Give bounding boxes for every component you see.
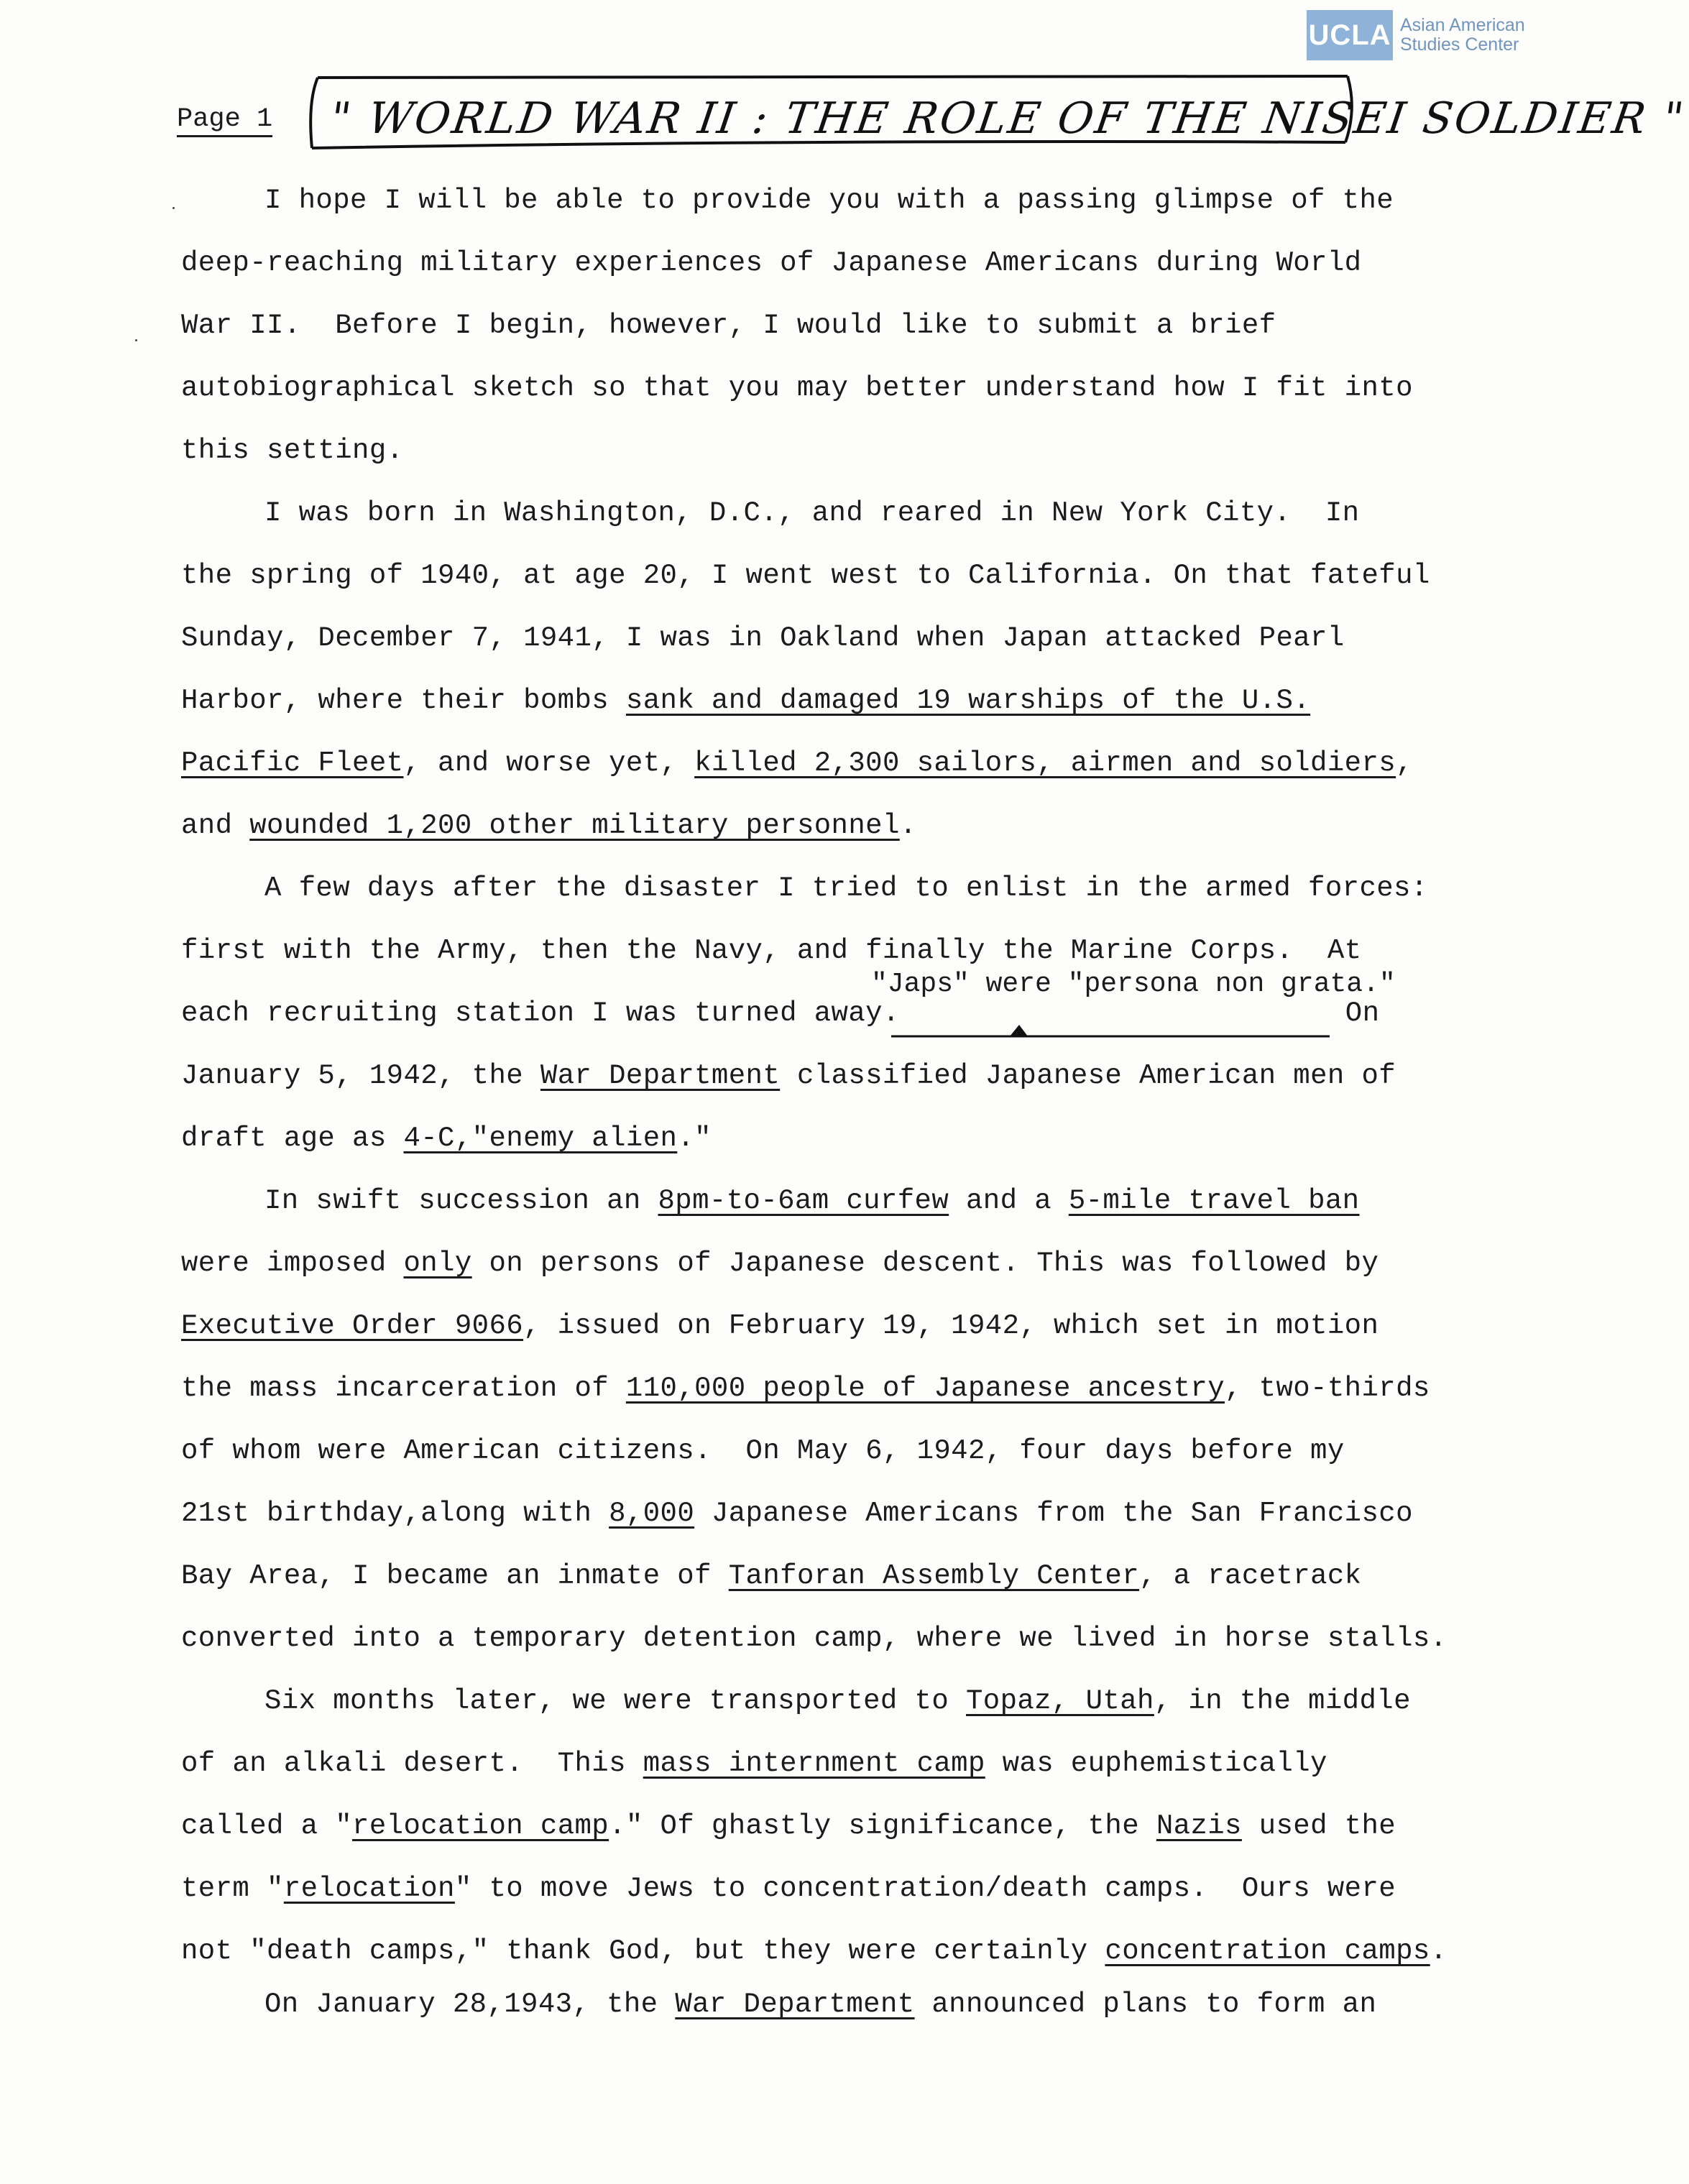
underlined-text: 8,000 xyxy=(609,1498,695,1529)
title-text: " WORLD WAR II : THE ROLE OF THE NISEI SOLDIER " xyxy=(327,93,1689,144)
text-line: of whom were American citizens. On May 6, 1942, four days before my xyxy=(181,1435,1345,1467)
text-line: Sunday, December 7, 1941, I was in Oakland when Japan attacked Pearl xyxy=(181,622,1345,654)
text-run: On xyxy=(1345,997,1380,1029)
text-line xyxy=(181,1309,1379,1342)
text-line: I hope I will be able to provide you with a passing glimpse of the xyxy=(264,185,1394,216)
text-run: Six months later, we were transported to xyxy=(264,1685,966,1717)
underlined-text: Pacific Fleet xyxy=(181,747,404,779)
underlined-text: concentration camps xyxy=(1105,1935,1430,1967)
text-run: term " xyxy=(181,1873,284,1904)
text-line xyxy=(181,684,1310,717)
text-run: were imposed xyxy=(181,1248,404,1279)
text-line xyxy=(181,1247,1379,1280)
text-run: and xyxy=(181,810,250,842)
underlined-text: relocation camp xyxy=(352,1810,609,1842)
text-line xyxy=(181,1059,1396,1092)
text-run: " to move Jews to concentration/death camps. Ours were xyxy=(454,1873,1396,1904)
underlined-text: 8pm-to-6am curfew xyxy=(658,1185,949,1217)
text-run: , in the middle xyxy=(1154,1685,1411,1717)
logo-line-1: Asian American xyxy=(1400,15,1525,35)
text-run: of an alkali desert. This xyxy=(181,1748,643,1779)
text-run: January 5, 1942, the xyxy=(181,1060,540,1092)
text-line: I was born in Washington, D.C., and reared in New York City. In xyxy=(264,497,1360,529)
text-line xyxy=(181,1372,1430,1405)
text-run: ." Of ghastly significance, the xyxy=(609,1810,1156,1842)
text-run: Japanese Americans from the San Francisco xyxy=(694,1498,1413,1529)
ucla-logo xyxy=(1307,10,1529,60)
text-run: 21st birthday,along with xyxy=(181,1498,609,1529)
text-run: , and worse yet, xyxy=(403,747,695,779)
text-run: ." xyxy=(677,1123,712,1154)
underlined-text: 4-C,"enemy alien xyxy=(403,1123,678,1154)
text-run: not "death camps," thank God, but they were certainly xyxy=(181,1935,1105,1967)
text-run: was euphemistically xyxy=(985,1748,1327,1779)
text-line xyxy=(181,1747,1327,1780)
text-line xyxy=(264,1988,1376,2021)
text-run: Bay Area, I became an inmate of xyxy=(181,1560,729,1592)
text-run: called a " xyxy=(181,1810,353,1842)
underlined-text: War Department xyxy=(675,1989,915,2020)
underlined-text: 5-mile travel ban xyxy=(1068,1185,1360,1217)
text-run: each recruiting station I was turned away. xyxy=(181,997,900,1029)
logo-line-2: Studies Center xyxy=(1400,34,1519,55)
text-line: first with the Army, then the Navy, and finally the Marine Corps. At xyxy=(181,935,1362,967)
text-line xyxy=(264,1184,1359,1217)
text-run: , a racetrack xyxy=(1139,1560,1362,1592)
text-line xyxy=(181,1872,1396,1905)
paper-speck xyxy=(135,339,137,341)
text-line: deep-reaching military experiences of Japanese Americans during World xyxy=(181,247,1362,279)
text-line xyxy=(181,1497,1413,1530)
text-run: classified Japanese American men of xyxy=(780,1060,1396,1092)
text-line: converted into a temporary detention camp, where we lived in horse stalls. xyxy=(181,1623,1448,1654)
text-line xyxy=(181,747,1413,780)
underlined-text: War Department xyxy=(540,1060,781,1092)
underlined-text: Tanforan Assembly Center xyxy=(728,1560,1140,1592)
underlined-text: killed 2,300 sailors, airmen and soldiers xyxy=(694,747,1396,779)
paper-speck xyxy=(172,207,175,209)
underlined-text: sank and damaged 19 warships of the U.S. xyxy=(625,685,1311,717)
underlined-text: Executive Order 9066 xyxy=(181,1310,524,1342)
text-run: used the xyxy=(1241,1810,1396,1842)
insertion-caret-line xyxy=(891,1012,1337,1041)
text-run: . xyxy=(1430,1935,1448,1967)
text-line xyxy=(181,1559,1361,1593)
text-line: A few days after the disaster I tried to enlist in the armed forces: xyxy=(264,872,1428,904)
page-label: Page 1 xyxy=(177,105,272,137)
underlined-text: only xyxy=(403,1248,472,1279)
text-line: War II. Before I begin, however, I would like to submit a brief xyxy=(181,310,1276,341)
text-run: , xyxy=(1396,747,1413,779)
underlined-text: wounded 1,200 other military personnel xyxy=(249,810,900,842)
text-line xyxy=(181,1810,1396,1843)
text-run: , issued on February 19, 1942, which set in motion xyxy=(523,1310,1379,1342)
underlined-text: mass internment camp xyxy=(643,1748,985,1779)
text-run: draft age as xyxy=(181,1123,404,1154)
text-line: this setting. xyxy=(181,435,404,466)
text-line xyxy=(181,809,917,842)
text-line: autobiographical sketch so that you may better understand how I fit into xyxy=(181,372,1413,404)
handwritten-insertion: "Japs" were "persona non grata." xyxy=(871,969,1396,1000)
text-run: Harbor, where their bombs xyxy=(181,685,626,717)
underlined-text: Nazis xyxy=(1156,1810,1242,1842)
text-run: and a xyxy=(949,1185,1069,1217)
handwritten-title xyxy=(302,73,1689,152)
logo-mark: UCLA xyxy=(1307,10,1393,60)
text-run: , two-thirds xyxy=(1225,1373,1430,1404)
text-line xyxy=(181,1935,1448,1968)
underlined-text: Topaz, Utah xyxy=(965,1685,1154,1717)
logo-text xyxy=(1400,16,1525,55)
text-run: . xyxy=(899,810,917,842)
underlined-text: 110,000 people of Japanese ancestry xyxy=(625,1373,1225,1404)
text-run: In swift succession an xyxy=(264,1185,658,1217)
text-line: the spring of 1940, at age 20, I went west to California. On that fateful xyxy=(181,560,1430,591)
underlined-text: relocation xyxy=(283,1873,455,1904)
text-run: On January 28,1943, the xyxy=(264,1989,676,2020)
text-run: on persons of Japanese descent. This was followed by xyxy=(471,1248,1379,1279)
text-line xyxy=(264,1685,1411,1718)
text-line xyxy=(181,1122,712,1155)
text-run: announced plans to form an xyxy=(914,1989,1377,2020)
text-run: the mass incarceration of xyxy=(181,1373,626,1404)
